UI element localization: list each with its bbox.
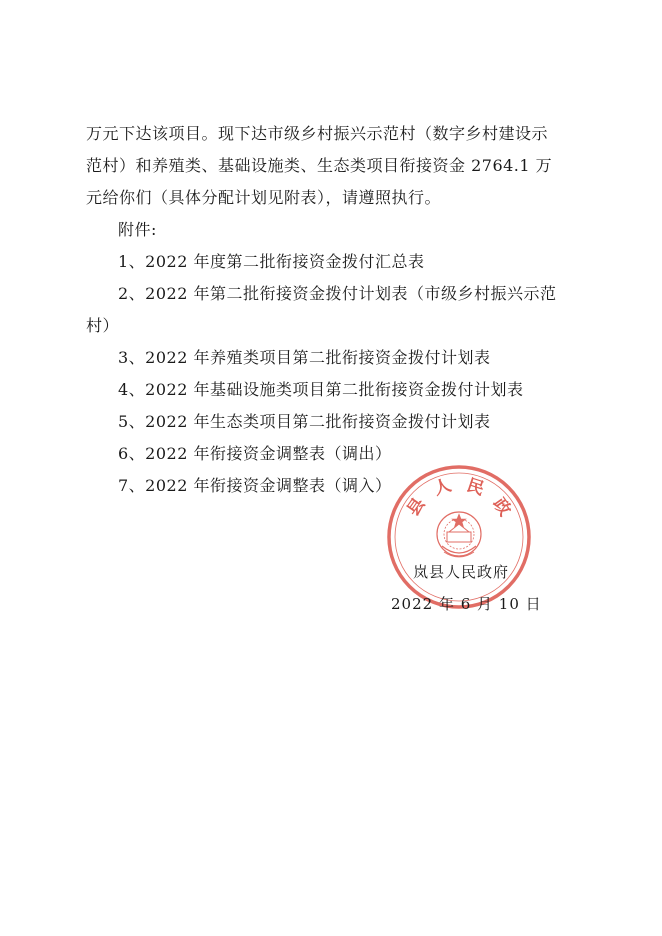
seal-char: 人 <box>431 475 454 500</box>
signature-org: 岚县人民政府 <box>413 563 510 581</box>
seal-graphic <box>384 462 534 612</box>
seal-char: 民 <box>464 475 487 500</box>
attachment-item-3: 3、2022 年养殖类项目第二批衔接资金拨付计划表 <box>118 348 491 367</box>
attachment-item-2: 2、2022 年第二批衔接资金拨付计划表（市级乡村振兴示范 <box>118 284 557 303</box>
attachment-item-1: 1、2022 年度第二批衔接资金拨付汇总表 <box>118 252 425 271</box>
official-seal <box>384 462 534 612</box>
attachment-item-5: 5、2022 年生态类项目第二批衔接资金拨付计划表 <box>118 412 491 431</box>
body-line-1: 万元下达该项目。现下达市级乡村振兴示范村（数字乡村建设示 <box>86 124 549 143</box>
seal-char: 政 <box>488 494 515 520</box>
attachment-item-6: 6、2022 年衔接资金调整表（调出） <box>118 444 392 463</box>
seal-char: 县 <box>403 494 430 520</box>
attachment-item-2-cont: 村） <box>86 316 120 335</box>
body-line-3: 元给你们（具体分配计划见附表），请遵照执行。 <box>86 188 442 207</box>
attachment-item-4: 4、2022 年基础设施类项目第二批衔接资金拨付计划表 <box>118 380 524 399</box>
attachment-item-7: 7、2022 年衔接资金调整表（调入） <box>118 476 392 495</box>
signature-date: 2022 年 6 月 10 日 <box>391 595 542 613</box>
attachments-heading: 附件: <box>118 220 157 239</box>
body-line-2: 范村）和养殖类、基础设施类、生态类项目衔接资金 2764.1 万 <box>86 156 553 175</box>
